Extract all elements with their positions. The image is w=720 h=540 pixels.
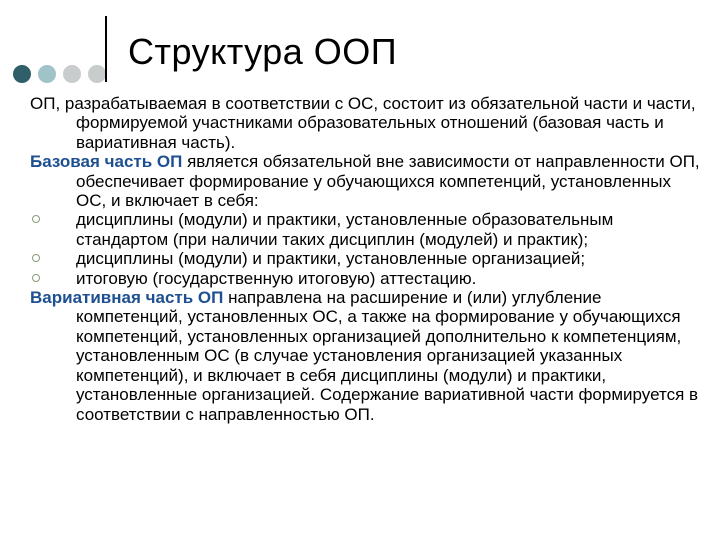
list-item: [30, 249, 700, 268]
list-item: [30, 210, 700, 249]
dot-1: [13, 65, 31, 83]
slide-header: [0, 0, 720, 92]
variable-part-text: направлена на расширение и (или) углубление компетенций, установленных ОС, а также на формирование у обучающихся компетенций, установленных организацией дополнительно к компетенциям, установленным ОС (в случае установления организацией указанных компетенций), и включает в себя дисциплины (модули) и практики, установленные организацией. Содержание вариативной части формируется в соответствии с направленностью ОП.: [76, 288, 699, 424]
variable-part-heading: Вариативная часть ОП: [30, 288, 224, 308]
paragraph-base-part: [30, 152, 700, 210]
title-divider: [105, 16, 107, 82]
bullet-circle-icon: [32, 274, 40, 282]
slide-title: Структура ООП: [128, 31, 398, 72]
list-item: [30, 269, 700, 288]
list-item-text: дисциплины (модули) и практики, установленные организацией;: [76, 249, 586, 269]
dot-3: [63, 65, 81, 83]
dot-2: [38, 65, 56, 83]
intro-text: ОП, разрабатываемая в соответствии с ОС, состоит из обязательной части и части, формируемой участниками образовательных отношений (базовая часть и вариативная часть).: [30, 94, 696, 152]
bullet-circle-icon: [32, 215, 40, 223]
base-part-text: является обязательной вне зависимости от направленности ОП, обеспечивает формирование у обучающихся компетенций, установленных ОС, и включает в себя:: [76, 152, 700, 211]
paragraph-variable-part: [30, 288, 700, 424]
list-item-text: дисциплины (модули) и практики, установленные образовательным стандартом (при наличии таких дисциплин (модулей) и практик);: [76, 210, 614, 249]
list-item-text: итоговую (государственную итоговую) аттестацию.: [76, 268, 477, 288]
dot-4: [88, 65, 106, 83]
bullet-circle-icon: [32, 254, 40, 262]
base-part-heading: Базовая часть ОП: [30, 152, 183, 172]
paragraph-intro: [30, 94, 700, 152]
slide-body: [30, 94, 700, 424]
